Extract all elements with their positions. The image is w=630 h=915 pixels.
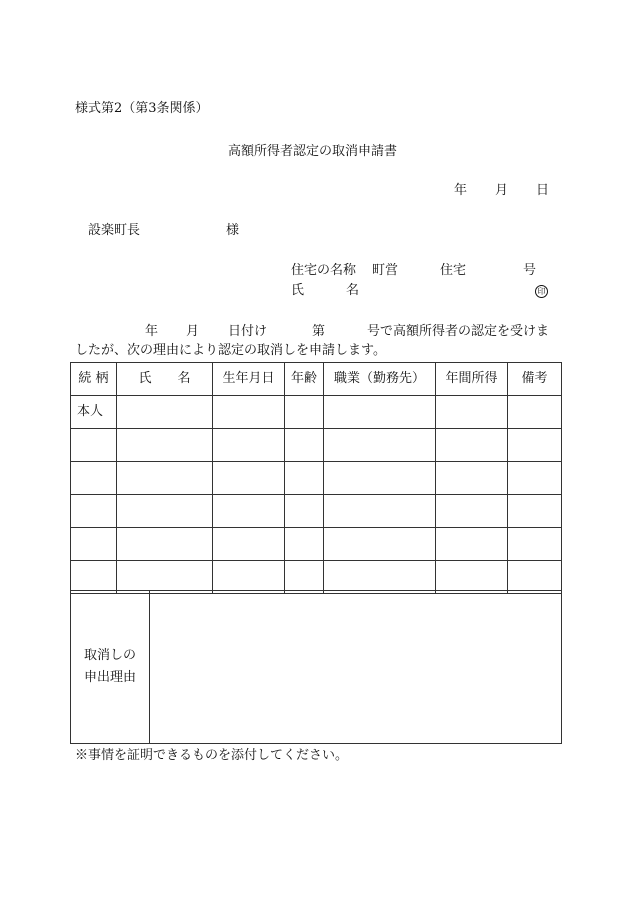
document-title: 高額所得者認定の取消申請書: [228, 144, 398, 159]
table-cell[interactable]: [117, 462, 213, 495]
body-text-line1: 号で高額所得者の認定を受けま: [367, 324, 550, 339]
table-cell[interactable]: [117, 528, 213, 561]
header-annual-income: 年間所得: [436, 363, 508, 396]
household-table: [70, 362, 562, 594]
table-row: [71, 429, 562, 462]
form-number: 様式第2（第3条関係）: [75, 101, 209, 116]
table-cell[interactable]: [213, 561, 285, 594]
header-age: 年齢: [285, 363, 324, 396]
table-cell[interactable]: [436, 561, 508, 594]
addressee-honorific: 様: [226, 223, 240, 238]
cancellation-reason-box: [70, 590, 562, 744]
date-year-label: 年: [454, 183, 468, 198]
header-birthdate: 生年月日: [213, 363, 285, 396]
table-cell[interactable]: [436, 396, 508, 429]
table-cell[interactable]: [508, 495, 562, 528]
housing-name-label: 住宅の名称: [291, 263, 357, 278]
table-cell[interactable]: [117, 429, 213, 462]
table-cell[interactable]: [508, 429, 562, 462]
table-cell[interactable]: [213, 495, 285, 528]
room-number-suffix: 号: [523, 263, 537, 278]
table-cell[interactable]: [71, 429, 117, 462]
table-cell[interactable]: [508, 462, 562, 495]
table-cell[interactable]: [324, 561, 436, 594]
footnote: ※事情を証明できるものを添付してください。: [75, 748, 349, 763]
table-cell[interactable]: [213, 462, 285, 495]
reason-label: [71, 591, 150, 743]
reason-label-line1: 取消しの: [83, 647, 136, 663]
table-cell[interactable]: [436, 495, 508, 528]
row-relationship-self: 本人: [71, 396, 117, 429]
body-year: 年: [145, 324, 159, 339]
header-relationship: 続 柄: [71, 363, 117, 396]
table-cell[interactable]: [324, 429, 436, 462]
table-cell[interactable]: [436, 528, 508, 561]
table-cell[interactable]: [508, 561, 562, 594]
table-cell[interactable]: [213, 429, 285, 462]
reason-label-line2: 申出理由: [83, 670, 136, 685]
table-cell[interactable]: [285, 429, 324, 462]
date-month-label: 月: [495, 183, 509, 198]
header-occupation: 職業（勤務先）: [324, 363, 436, 396]
table-cell[interactable]: [324, 462, 436, 495]
table-cell[interactable]: [71, 462, 117, 495]
header-remarks: 備考: [508, 363, 562, 396]
table-cell[interactable]: [285, 495, 324, 528]
table-cell[interactable]: [71, 561, 117, 594]
name-label-second: 名: [346, 283, 360, 298]
seal-mark: [535, 282, 548, 300]
name-label-first: 氏: [291, 283, 305, 298]
table-cell[interactable]: [324, 495, 436, 528]
table-cell[interactable]: [285, 528, 324, 561]
table-cell[interactable]: [285, 462, 324, 495]
table-cell[interactable]: [71, 528, 117, 561]
body-month: 月: [186, 324, 200, 339]
seal-icon: 印: [535, 285, 548, 298]
body-number-prefix: 第: [312, 324, 326, 339]
table-cell[interactable]: [117, 396, 213, 429]
body-text-line2: したが、次の理由により認定の取消しを申請します。: [75, 343, 386, 358]
table-row: [71, 561, 562, 594]
table-cell[interactable]: [508, 396, 562, 429]
housing-type: 町営: [372, 263, 399, 278]
table-cell[interactable]: [285, 561, 324, 594]
table-row: [71, 462, 562, 495]
table-cell[interactable]: [213, 528, 285, 561]
table-cell[interactable]: [213, 396, 285, 429]
table-cell[interactable]: [324, 396, 436, 429]
body-dated: 日付け: [228, 324, 268, 339]
table-cell[interactable]: [436, 462, 508, 495]
header-name: 氏 名: [117, 363, 213, 396]
table-cell[interactable]: [71, 495, 117, 528]
addressee-name: 設楽町長: [88, 223, 141, 238]
table-row: [71, 396, 562, 429]
housing-suffix: 住宅: [440, 263, 467, 278]
table-cell[interactable]: [324, 528, 436, 561]
table-cell[interactable]: [117, 561, 213, 594]
table-cell[interactable]: [285, 396, 324, 429]
table-header-row: [71, 363, 562, 396]
table-cell[interactable]: [508, 528, 562, 561]
table-cell[interactable]: [436, 429, 508, 462]
table-row: [71, 495, 562, 528]
table-cell[interactable]: [117, 495, 213, 528]
table-row: [71, 528, 562, 561]
date-day-label: 日: [536, 183, 550, 198]
